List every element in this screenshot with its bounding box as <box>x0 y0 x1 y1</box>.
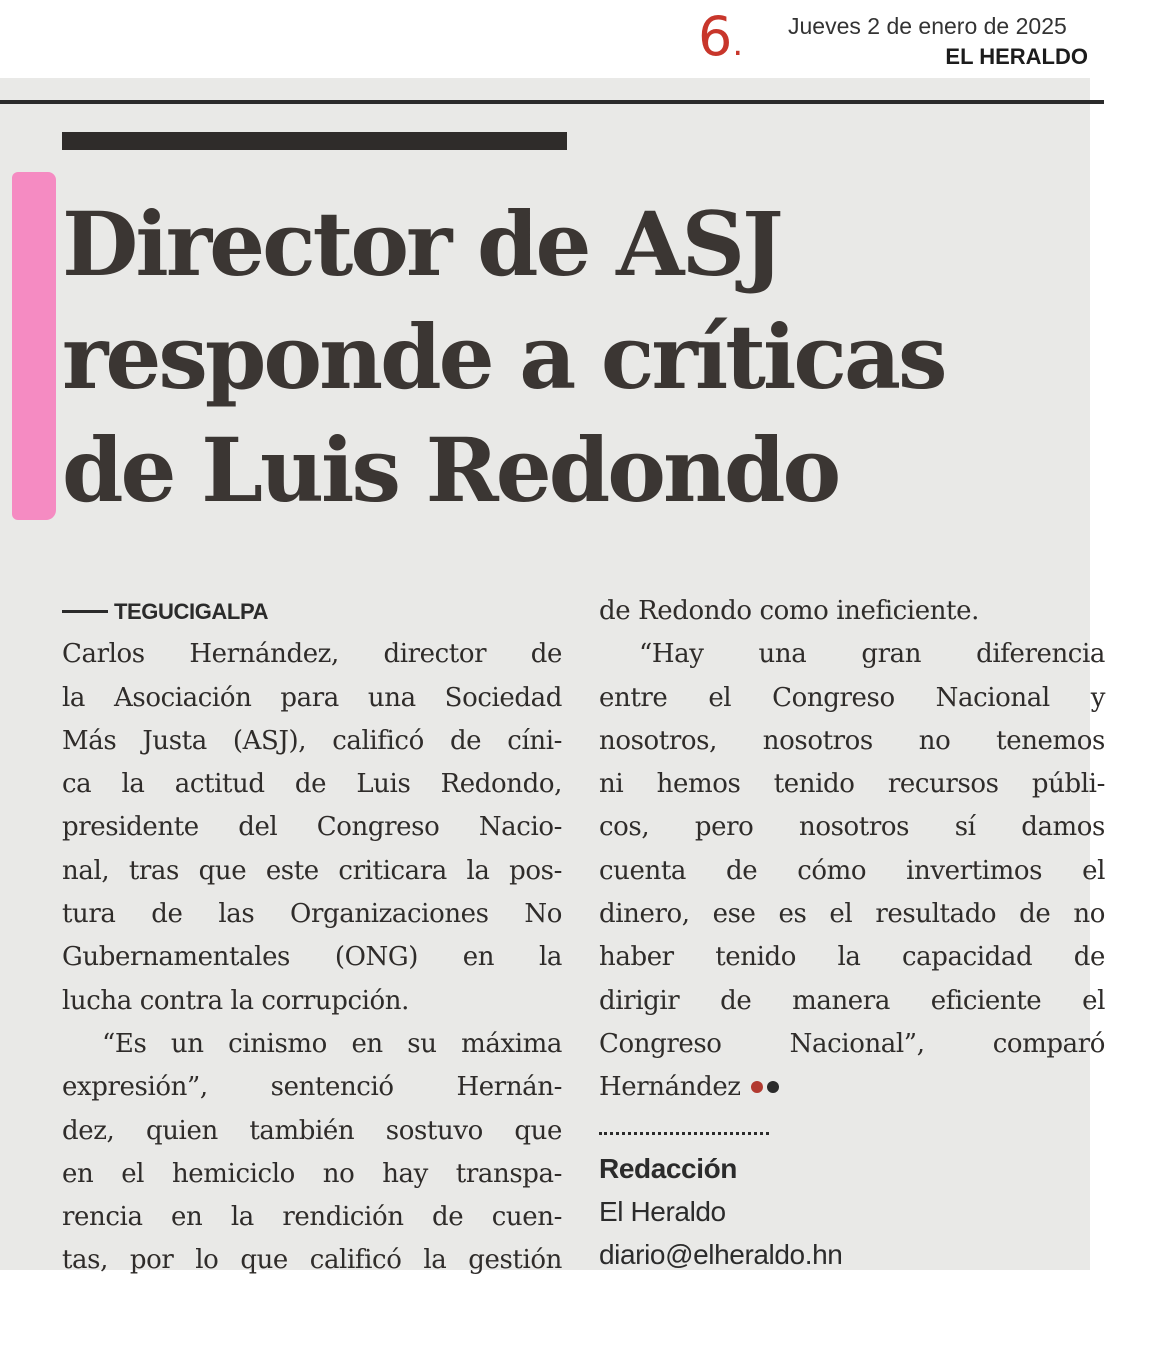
dateline <box>62 590 562 633</box>
body-line: ni hemos tenido recursos públi- <box>599 769 1105 800</box>
byline-label: Redacción <box>599 1152 737 1184</box>
article-column-2 <box>599 590 1105 1276</box>
body-line: Gubernamentales (ONG) en la <box>62 942 562 973</box>
body-line: lucha contra la corrupción. <box>62 985 410 1016</box>
body-line: haber tenido la capacidad de <box>599 942 1105 973</box>
headline-line: Director de ASJ <box>62 192 781 296</box>
end-mark-red-dot-icon <box>751 1081 763 1093</box>
body-line: dirigir de manera eficiente el <box>599 985 1105 1016</box>
body-line: nal, tras que este criticara la pos- <box>62 855 562 886</box>
newspaper-name: EL HERALDO <box>945 44 1088 69</box>
body-line: dinero, ese es el resultado de no <box>599 899 1105 930</box>
dateline-dash <box>62 610 108 613</box>
body-line: ca la actitud de Luis Redondo, <box>62 769 562 800</box>
page-number <box>698 5 744 68</box>
body-line: en el hemiciclo no hay transpa- <box>62 1158 562 1189</box>
headline-kicker-bar <box>62 132 567 150</box>
highlighter-mark <box>12 172 56 520</box>
body-line-final-text: Hernández <box>599 1072 741 1103</box>
issue-date: Jueves 2 de enero de 2025 <box>788 13 1067 39</box>
page-number-value: 6 <box>698 5 733 68</box>
dotted-separator <box>599 1110 769 1135</box>
end-mark-black-dot-icon <box>767 1081 779 1093</box>
body-line: dez, quien también sostuvo que <box>62 1115 562 1146</box>
body-line: expresión”, sentenció Hernán- <box>62 1072 562 1103</box>
article-column-1 <box>62 590 562 1283</box>
page-number-dot: . <box>732 24 744 64</box>
body-line: entre el Congreso Nacional y <box>599 682 1105 713</box>
body-line: tura de las Organizaciones No <box>62 899 562 930</box>
body-line: “Hay una gran diferencia <box>639 639 1105 670</box>
body-line-final <box>599 1066 1105 1109</box>
body-line: Carlos Hernández, director de <box>62 639 562 670</box>
headline <box>62 188 1062 527</box>
body-line: Congreso Nacional”, comparó <box>599 1028 1105 1059</box>
body-line: rencia en la rendición de cuen- <box>62 1202 562 1233</box>
body-line: de Redondo como ineficiente. <box>599 596 979 626</box>
body-line: Más Justa (ASJ), calificó de cíni- <box>62 725 562 756</box>
body-line: la Asociación para una Sociedad <box>62 682 562 713</box>
body-line: “Es un cinismo en su máxima <box>102 1028 562 1059</box>
dateline-text: TEGUCIGALPA <box>114 599 269 624</box>
body-line: cuenta de cómo invertimos el <box>599 855 1105 886</box>
headline-line: responde a críticas <box>62 305 945 409</box>
body-line: presidente del Congreso Nacio- <box>62 812 562 843</box>
body-line: nosotros, nosotros no tenemos <box>599 725 1105 756</box>
top-rule <box>0 100 1104 104</box>
body-line: tas, por lo que calificó la gestión <box>62 1245 562 1276</box>
body-line: cos, pero nosotros sí damos <box>599 812 1105 843</box>
byline-outlet: El Heraldo <box>599 1195 726 1227</box>
byline-email: diario@elheraldo.hn <box>599 1239 843 1271</box>
headline-line: de Luis Redondo <box>62 418 839 522</box>
